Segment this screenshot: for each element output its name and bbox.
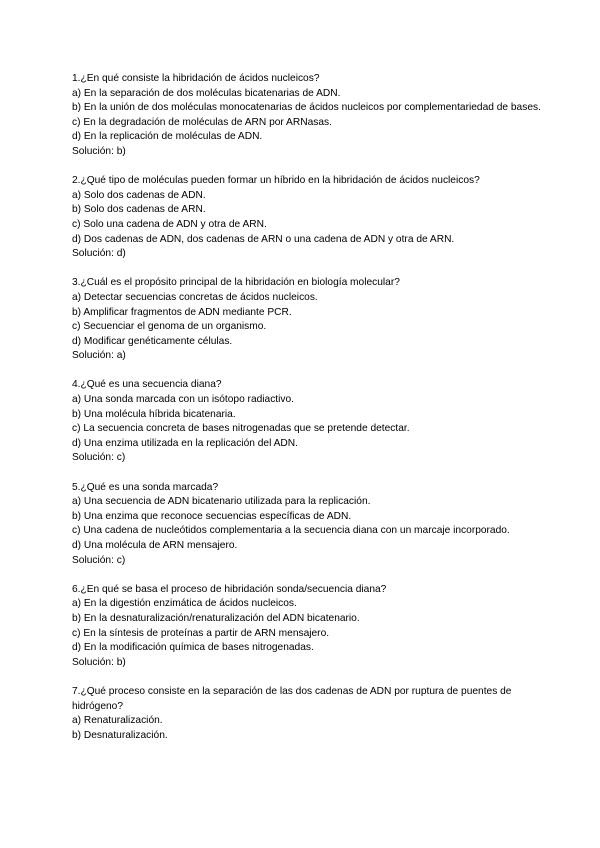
- option-d: d) Dos cadenas de ADN, dos cadenas de ARN o una cadena de ADN y otra de ARN.: [72, 233, 455, 245]
- solution-text: Solución: c): [72, 452, 126, 464]
- question-text: 2.¿Qué tipo de moléculas pueden formar un híbrido en la hibridación de ácidos nucleicos?: [72, 175, 480, 187]
- option-d: d) En la modificación química de bases nitrogenadas.: [72, 642, 314, 654]
- question-block-7: [72, 685, 542, 743]
- question-text: 3.¿Cuál es el propósito principal de la hibridación en biología molecular?: [72, 277, 400, 289]
- option-b: b) En la unión de dos moléculas monocatenarias de ácidos nucleicos por complementariedad de bases.: [72, 102, 541, 114]
- solution-text: Solución: b): [72, 656, 126, 668]
- question-text: 5.¿Qué es una sonda marcada?: [72, 481, 219, 493]
- option-b: b) Solo dos cadenas de ARN.: [72, 204, 206, 216]
- option-a: a) En la separación de dos moléculas bicatenarias de ADN.: [72, 87, 341, 99]
- question-block-1: [72, 72, 542, 160]
- question-block-2: [72, 174, 542, 262]
- option-a: a) En la digestión enzimática de ácidos nucleicos.: [72, 598, 297, 610]
- option-d: d) Una molécula de ARN mensajero.: [72, 540, 238, 551]
- option-c: c) Una cadena de nucleótidos complementaria a la secuencia diana con un marcaje incorporado.: [72, 525, 510, 537]
- solution-text: Solución: c): [72, 554, 126, 566]
- option-b: b) Una enzima que reconoce secuencias específicas de ADN.: [72, 510, 352, 522]
- question-text: 6.¿En qué se basa el proceso de hibridación sonda/secuencia diana?: [72, 583, 387, 595]
- option-a: a) Una sonda marcada con un isótopo radiactivo.: [72, 394, 294, 406]
- question-block-4: [72, 378, 542, 466]
- question-text: 7.¿Qué proceso consiste en la separación de las dos cadenas de ADN por ruptura de puentes de hidrógeno?: [72, 685, 512, 712]
- document-page: [72, 72, 542, 758]
- option-b: b) Amplificar fragmentos de ADN mediante PCR.: [72, 306, 292, 318]
- option-c: c) La secuencia concreta de bases nitrogenadas que se pretende detectar.: [72, 423, 410, 435]
- option-d: d) Modificar genéticamente células.: [72, 335, 233, 347]
- question-block-5: [72, 481, 542, 569]
- option-a: a) Renaturalización.: [72, 715, 163, 727]
- option-a: a) Una secuencia de ADN bicatenario utilizada para la replicación.: [72, 496, 371, 508]
- question-block-6: [72, 583, 542, 671]
- solution-text: Solución: d): [72, 248, 126, 260]
- option-c: c) En la síntesis de proteínas a partir de ARN mensajero.: [72, 627, 330, 639]
- option-a: a) Solo dos cadenas de ADN.: [72, 189, 206, 201]
- option-d: d) Una enzima utilizada en la replicación del ADN.: [72, 437, 298, 449]
- solution-text: Solución: b): [72, 145, 126, 157]
- solution-text: Solución: a): [72, 350, 126, 362]
- option-b: b) Una molécula híbrida bicatenaria.: [72, 408, 236, 420]
- option-b: b) Desnaturalización.: [72, 729, 168, 741]
- option-c: c) Secuenciar el genoma de un organismo.: [72, 321, 267, 333]
- option-c: c) En la degradación de moléculas de ARN por ARNasas.: [72, 116, 332, 128]
- question-text: 4.¿Qué es una secuencia diana?: [72, 379, 222, 391]
- option-a: a) Detectar secuencias concretas de ácidos nucleicos.: [72, 291, 318, 303]
- option-b: b) En la desnaturalización/renaturalización del ADN bicatenario.: [72, 612, 360, 624]
- question-block-3: [72, 276, 542, 364]
- option-c: c) Solo una cadena de ADN y otra de ARN.: [72, 218, 267, 230]
- option-d: d) En la replicación de moléculas de ADN.: [72, 131, 263, 143]
- question-text: 1.¿En qué consiste la hibridación de ácidos nucleicos?: [72, 73, 320, 84]
